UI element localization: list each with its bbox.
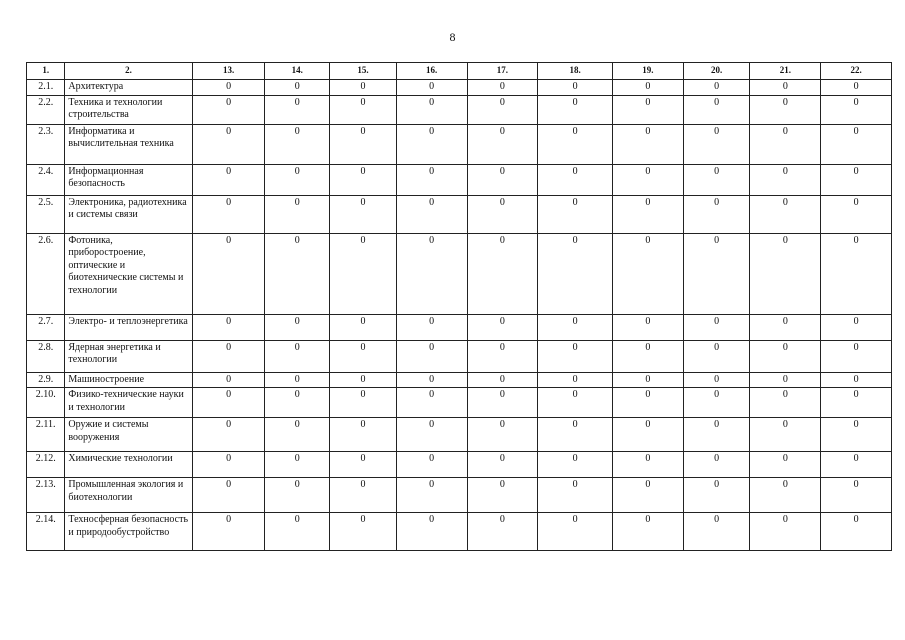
row-name: Техника и технологии строительства — [65, 95, 192, 124]
cell-value: 0 — [750, 124, 821, 164]
cell-value: 0 — [821, 233, 892, 314]
cell-value: 0 — [192, 95, 265, 124]
cell-value: 0 — [821, 164, 892, 195]
cell-value: 0 — [683, 372, 750, 388]
column-header: 19. — [613, 63, 684, 80]
cell-value: 0 — [330, 513, 397, 551]
cell-value: 0 — [750, 388, 821, 418]
cell-value: 0 — [750, 418, 821, 452]
cell-value: 0 — [192, 164, 265, 195]
table-row — [27, 164, 892, 195]
table-row — [27, 478, 892, 513]
cell-value: 0 — [192, 314, 265, 340]
cell-value: 0 — [265, 80, 330, 96]
cell-value: 0 — [467, 233, 538, 314]
row-number: 2.4. — [27, 164, 65, 195]
table-row — [27, 124, 892, 164]
cell-value: 0 — [396, 314, 467, 340]
cell-value: 0 — [467, 418, 538, 452]
row-number: 2.5. — [27, 195, 65, 233]
cell-value: 0 — [265, 478, 330, 513]
cell-value: 0 — [396, 195, 467, 233]
table-row — [27, 372, 892, 388]
cell-value: 0 — [821, 124, 892, 164]
cell-value: 0 — [467, 340, 538, 372]
column-header: 1. — [27, 63, 65, 80]
cell-value: 0 — [467, 195, 538, 233]
cell-value: 0 — [683, 340, 750, 372]
cell-value: 0 — [613, 418, 684, 452]
row-name: Промышленная экология и биотехнологии — [65, 478, 192, 513]
cell-value: 0 — [821, 195, 892, 233]
cell-value: 0 — [192, 124, 265, 164]
cell-value: 0 — [821, 340, 892, 372]
cell-value: 0 — [613, 478, 684, 513]
row-number: 2.11. — [27, 418, 65, 452]
column-header: 13. — [192, 63, 265, 80]
cell-value: 0 — [192, 452, 265, 478]
cell-value: 0 — [192, 372, 265, 388]
cell-value: 0 — [538, 95, 613, 124]
row-name: Машиностроение — [65, 372, 192, 388]
cell-value: 0 — [750, 340, 821, 372]
cell-value: 0 — [683, 124, 750, 164]
cell-value: 0 — [613, 195, 684, 233]
column-header: 20. — [683, 63, 750, 80]
cell-value: 0 — [396, 418, 467, 452]
cell-value: 0 — [265, 124, 330, 164]
cell-value: 0 — [750, 372, 821, 388]
cell-value: 0 — [467, 388, 538, 418]
cell-value: 0 — [538, 233, 613, 314]
cell-value: 0 — [467, 372, 538, 388]
cell-value: 0 — [538, 372, 613, 388]
table-row — [27, 388, 892, 418]
cell-value: 0 — [330, 388, 397, 418]
page-number: 8 — [449, 30, 456, 44]
cell-value: 0 — [396, 513, 467, 551]
cell-value: 0 — [683, 478, 750, 513]
cell-value: 0 — [265, 233, 330, 314]
column-header: 15. — [330, 63, 397, 80]
cell-value: 0 — [192, 513, 265, 551]
cell-value: 0 — [538, 418, 613, 452]
cell-value: 0 — [683, 388, 750, 418]
header-row — [27, 63, 892, 80]
cell-value: 0 — [613, 340, 684, 372]
cell-value: 0 — [265, 95, 330, 124]
cell-value: 0 — [613, 372, 684, 388]
table-row — [27, 314, 892, 340]
data-table — [26, 62, 892, 551]
cell-value: 0 — [613, 233, 684, 314]
cell-value: 0 — [396, 80, 467, 96]
cell-value: 0 — [750, 478, 821, 513]
cell-value: 0 — [330, 233, 397, 314]
cell-value: 0 — [396, 233, 467, 314]
table-row — [27, 233, 892, 314]
row-number: 2.6. — [27, 233, 65, 314]
column-header: 17. — [467, 63, 538, 80]
cell-value: 0 — [613, 513, 684, 551]
row-name: Электро- и теплоэнергетика — [65, 314, 192, 340]
cell-value: 0 — [265, 418, 330, 452]
cell-value: 0 — [538, 80, 613, 96]
cell-value: 0 — [683, 513, 750, 551]
cell-value: 0 — [330, 418, 397, 452]
row-name: Фотоника, приборостроение, оптические и биотехнические системы и технологии — [65, 233, 192, 314]
cell-value: 0 — [538, 314, 613, 340]
table-row — [27, 95, 892, 124]
cell-value: 0 — [467, 478, 538, 513]
cell-value: 0 — [192, 233, 265, 314]
cell-value: 0 — [821, 513, 892, 551]
column-header: 16. — [396, 63, 467, 80]
cell-value: 0 — [330, 314, 397, 340]
row-name: Химические технологии — [65, 452, 192, 478]
cell-value: 0 — [467, 513, 538, 551]
cell-value: 0 — [538, 513, 613, 551]
row-number: 2.1. — [27, 80, 65, 96]
cell-value: 0 — [396, 478, 467, 513]
cell-value: 0 — [467, 124, 538, 164]
cell-value: 0 — [613, 124, 684, 164]
cell-value: 0 — [265, 513, 330, 551]
cell-value: 0 — [683, 195, 750, 233]
row-number: 2.9. — [27, 372, 65, 388]
cell-value: 0 — [683, 233, 750, 314]
table-row — [27, 340, 892, 372]
cell-value: 0 — [821, 478, 892, 513]
cell-value: 0 — [467, 452, 538, 478]
cell-value: 0 — [192, 80, 265, 96]
cell-value: 0 — [265, 452, 330, 478]
table-row — [27, 195, 892, 233]
cell-value: 0 — [396, 340, 467, 372]
cell-value: 0 — [683, 314, 750, 340]
table-row — [27, 418, 892, 452]
cell-value: 0 — [265, 314, 330, 340]
column-header: 18. — [538, 63, 613, 80]
column-header: 22. — [821, 63, 892, 80]
cell-value: 0 — [467, 164, 538, 195]
row-name: Физико-технические науки и технологии — [65, 388, 192, 418]
cell-value: 0 — [265, 164, 330, 195]
cell-value: 0 — [192, 388, 265, 418]
cell-value: 0 — [330, 340, 397, 372]
cell-value: 0 — [750, 164, 821, 195]
row-number: 2.8. — [27, 340, 65, 372]
cell-value: 0 — [683, 95, 750, 124]
cell-value: 0 — [538, 478, 613, 513]
cell-value: 0 — [330, 478, 397, 513]
row-number: 2.12. — [27, 452, 65, 478]
table-row — [27, 452, 892, 478]
cell-value: 0 — [265, 195, 330, 233]
row-number: 2.13. — [27, 478, 65, 513]
cell-value: 0 — [330, 124, 397, 164]
cell-value: 0 — [330, 95, 397, 124]
table-row — [27, 80, 892, 96]
cell-value: 0 — [821, 418, 892, 452]
row-name: Электроника, радиотехника и системы связи — [65, 195, 192, 233]
cell-value: 0 — [613, 95, 684, 124]
cell-value: 0 — [330, 195, 397, 233]
cell-value: 0 — [821, 388, 892, 418]
row-name: Ядерная энергетика и технологии — [65, 340, 192, 372]
cell-value: 0 — [821, 314, 892, 340]
row-name: Информатика и вычислительная техника — [65, 124, 192, 164]
cell-value: 0 — [683, 164, 750, 195]
cell-value: 0 — [396, 452, 467, 478]
row-number: 2.14. — [27, 513, 65, 551]
cell-value: 0 — [613, 80, 684, 96]
cell-value: 0 — [613, 164, 684, 195]
cell-value: 0 — [750, 513, 821, 551]
column-header: 21. — [750, 63, 821, 80]
column-header: 2. — [65, 63, 192, 80]
cell-value: 0 — [538, 388, 613, 418]
cell-value: 0 — [330, 372, 397, 388]
cell-value: 0 — [750, 314, 821, 340]
cell-value: 0 — [396, 164, 467, 195]
cell-value: 0 — [396, 95, 467, 124]
table-body — [27, 80, 892, 551]
cell-value: 0 — [396, 124, 467, 164]
cell-value: 0 — [750, 95, 821, 124]
cell-value: 0 — [265, 372, 330, 388]
cell-value: 0 — [265, 340, 330, 372]
cell-value: 0 — [192, 418, 265, 452]
cell-value: 0 — [396, 372, 467, 388]
cell-value: 0 — [538, 452, 613, 478]
row-number: 2.2. — [27, 95, 65, 124]
cell-value: 0 — [538, 164, 613, 195]
cell-value: 0 — [538, 340, 613, 372]
cell-value: 0 — [192, 195, 265, 233]
row-name: Архитектура — [65, 80, 192, 96]
cell-value: 0 — [538, 195, 613, 233]
cell-value: 0 — [821, 80, 892, 96]
cell-value: 0 — [683, 80, 750, 96]
cell-value: 0 — [750, 233, 821, 314]
cell-value: 0 — [330, 452, 397, 478]
cell-value: 0 — [683, 418, 750, 452]
cell-value: 0 — [330, 164, 397, 195]
cell-value: 0 — [467, 314, 538, 340]
cell-value: 0 — [192, 478, 265, 513]
cell-value: 0 — [613, 388, 684, 418]
row-name: Техносферная безопасность и природообустройство — [65, 513, 192, 551]
cell-value: 0 — [821, 372, 892, 388]
cell-value: 0 — [467, 95, 538, 124]
cell-value: 0 — [467, 80, 538, 96]
cell-value: 0 — [750, 195, 821, 233]
cell-value: 0 — [265, 388, 330, 418]
cell-value: 0 — [192, 340, 265, 372]
row-number: 2.10. — [27, 388, 65, 418]
cell-value: 0 — [683, 452, 750, 478]
cell-value: 0 — [613, 314, 684, 340]
cell-value: 0 — [821, 452, 892, 478]
cell-value: 0 — [750, 452, 821, 478]
cell-value: 0 — [613, 452, 684, 478]
cell-value: 0 — [396, 388, 467, 418]
column-header: 14. — [265, 63, 330, 80]
row-name: Информационная безопасность — [65, 164, 192, 195]
row-name: Оружие и системы вооружения — [65, 418, 192, 452]
cell-value: 0 — [750, 80, 821, 96]
row-number: 2.7. — [27, 314, 65, 340]
cell-value: 0 — [821, 95, 892, 124]
cell-value: 0 — [330, 80, 397, 96]
table-row — [27, 513, 892, 551]
cell-value: 0 — [538, 124, 613, 164]
row-number: 2.3. — [27, 124, 65, 164]
